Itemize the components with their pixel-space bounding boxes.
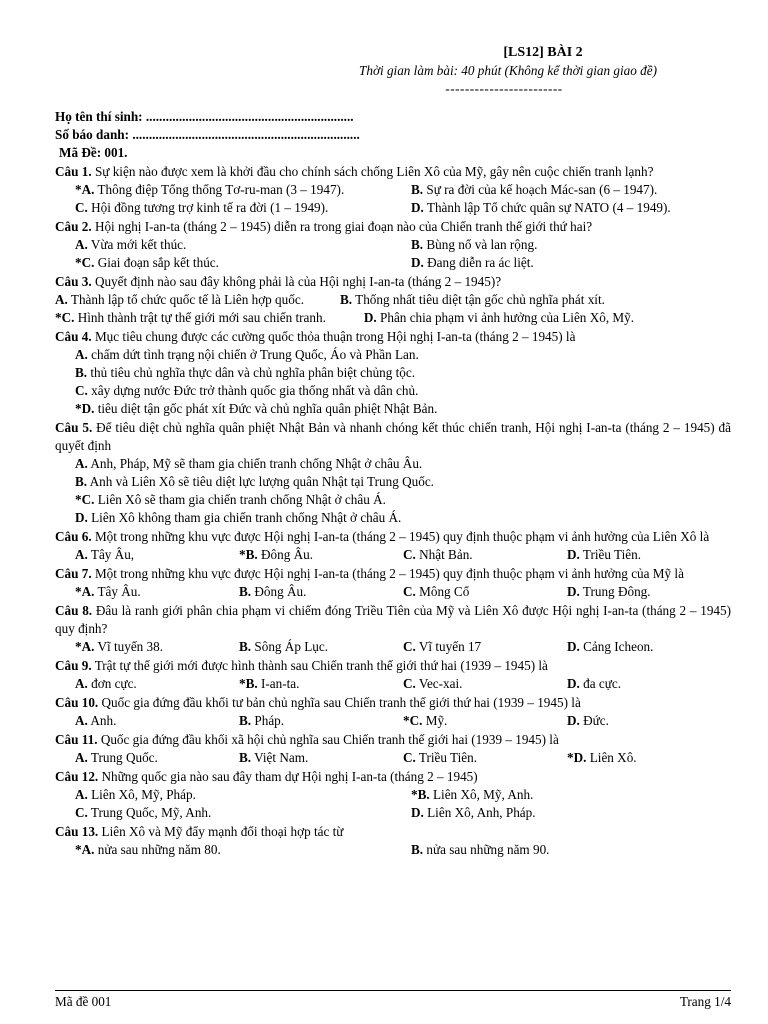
question-stem [55, 823, 731, 841]
option-key: D. [567, 547, 580, 562]
answer-option [567, 583, 731, 601]
answer-option [403, 712, 567, 730]
answer-option [403, 675, 567, 693]
option-key: *A. [75, 584, 95, 599]
option-key: D. [567, 639, 580, 654]
answer-option [75, 181, 403, 199]
option-text: Việt Nam. [251, 750, 309, 765]
question-stem [55, 328, 731, 346]
option-text: Liên Xô không tham gia chiến tranh chống Nhật ở châu Á. [87, 510, 402, 525]
question-label: Câu 13. [55, 824, 99, 839]
question-3 [55, 273, 731, 327]
option-key: B. [411, 182, 424, 197]
question-label: Câu 3. [55, 274, 92, 289]
option-key: *C. [403, 713, 423, 728]
option-key: B. [239, 750, 252, 765]
option-text: Sông Áp Lục. [251, 639, 329, 654]
question-text: Quốc gia đứng đầu khối tư bản chủ nghĩa sau Chiến tranh thế giới thứ hai (1939 – 1945) là [98, 695, 581, 710]
answer-option [75, 346, 731, 364]
answer-option [403, 181, 731, 199]
exam-header [55, 44, 731, 98]
answer-option [239, 546, 403, 564]
answer-option [567, 749, 731, 767]
option-key: *C. [55, 310, 75, 325]
option-key: *B. [239, 676, 258, 691]
option-key: A. [75, 750, 88, 765]
answer-option [75, 473, 731, 491]
answer-option [75, 804, 403, 822]
answer-option [364, 310, 634, 325]
option-key: A. [75, 347, 88, 362]
answer-options [55, 638, 731, 656]
option-text: Vĩ tuyến 17 [415, 639, 482, 654]
option-key: C. [403, 750, 416, 765]
option-key: C. [403, 639, 416, 654]
answer-option [340, 292, 605, 307]
option-text: Vec-xai. [415, 676, 463, 691]
question-text: Mục tiêu chung được các cường quốc thỏa thuận trong Hội nghị I-an-ta (tháng 2 – 1945) là [91, 329, 576, 344]
option-key: A. [75, 547, 88, 562]
option-key: A. [75, 787, 88, 802]
question-8 [55, 602, 731, 656]
option-text: Tây Âu. [94, 584, 141, 599]
option-key: *D. [567, 750, 587, 765]
option-text: Anh và Liên Xô sẽ tiêu diệt lực lượng quân Nhật tại Trung Quốc. [87, 474, 434, 489]
option-key: *B. [239, 547, 258, 562]
option-text: Trung Quốc. [87, 750, 158, 765]
option-text: Triều Tiên. [415, 750, 478, 765]
answer-option [403, 638, 567, 656]
answer-option [75, 712, 239, 730]
answer-option [567, 675, 731, 693]
answer-option [55, 310, 326, 325]
answer-options [55, 236, 731, 272]
option-text: tiêu diệt tận gốc phát xít Đức và chủ nghĩa quân phiệt Nhật Bản. [94, 401, 438, 416]
question-text: Một trong những khu vực được Hội nghị I-an-ta (tháng 2 – 1945) quy định thuộc phạm vi ảnh hưởng của Mỹ là [91, 566, 684, 581]
answer-option [75, 455, 731, 473]
question-4 [55, 328, 731, 418]
question-label: Câu 8. [55, 603, 93, 618]
question-12 [55, 768, 731, 822]
student-id-field: Số báo danh: ..................................................................... [55, 127, 360, 142]
question-stem [55, 565, 731, 583]
option-key: *A. [75, 639, 95, 654]
option-key: C. [403, 584, 416, 599]
option-text: Đức. [579, 713, 609, 728]
answer-option [403, 804, 731, 822]
answer-option [403, 749, 567, 767]
option-text: chấm dứt tình trạng nội chiến ở Trung Quốc, Áo và Phần Lan. [87, 347, 419, 362]
option-text: Liên Xô, Anh, Pháp. [423, 805, 536, 820]
answer-option [403, 786, 731, 804]
question-label: Câu 6. [55, 529, 92, 544]
answer-options [55, 712, 731, 730]
option-text: nửa sau những năm 80. [94, 842, 221, 857]
option-text: Đang diễn ra ác liệt. [423, 255, 534, 270]
answer-option [75, 546, 239, 564]
answer-option [75, 364, 731, 382]
question-text: Một trong những khu vực được Hội nghị I-an-ta (tháng 2 – 1945) quy định thuộc phạm vi ảnh hưởng của Liên Xô là [91, 529, 710, 544]
question-stem [55, 163, 731, 181]
question-stem [55, 419, 731, 455]
answer-option [75, 583, 239, 601]
answer-option [567, 546, 731, 564]
option-key: B. [75, 474, 88, 489]
answer-option [567, 712, 731, 730]
option-text: đa cực. [579, 676, 622, 691]
question-label: Câu 7. [55, 566, 92, 581]
question-10 [55, 694, 731, 730]
question-text: Sự kiện nào được xem là khởi đầu cho chính sách chống Liên Xô của Mỹ, gây nên cuộc chiến tranh lạnh? [91, 164, 654, 179]
option-text: Tây Âu, [87, 547, 135, 562]
option-text: Bùng nổ và lan rộng. [423, 237, 538, 252]
header-rule: ------------------------ [445, 81, 563, 96]
option-key: A. [75, 676, 88, 691]
option-text: Mỹ. [422, 713, 448, 728]
option-key: D. [411, 255, 424, 270]
question-stem [55, 768, 731, 786]
answer-option [75, 841, 403, 859]
question-text: Quốc gia đứng đầu khối xã hội chủ nghĩa sau Chiến tranh thế giới hai (1939 – 1945) là [97, 732, 559, 747]
answer-option [403, 254, 731, 272]
question-stem [55, 273, 731, 291]
question-7 [55, 565, 731, 601]
student-info [55, 108, 731, 162]
answer-option [75, 199, 403, 217]
option-text: đơn cực. [87, 676, 137, 691]
answer-option [403, 841, 731, 859]
option-text: Vĩ tuyến 38. [94, 639, 164, 654]
option-text: Hội đồng tương trợ kinh tế ra đời (1 – 1949). [87, 200, 329, 215]
question-list [55, 163, 731, 859]
answer-option [55, 292, 304, 307]
option-key: C. [403, 547, 416, 562]
question-1 [55, 163, 731, 217]
answer-options [55, 346, 731, 418]
option-key: *C. [75, 492, 95, 507]
question-5 [55, 419, 731, 527]
question-stem [55, 657, 731, 675]
option-key: *D. [75, 401, 95, 416]
question-label: Câu 2. [55, 219, 92, 234]
answer-option [75, 675, 239, 693]
option-row [35, 291, 731, 309]
question-text: Hội nghị I-an-ta (tháng 2 – 1945) diễn ra trong giai đoạn nào của Chiến tranh thế giới thứ hai? [91, 219, 593, 234]
option-key: D. [411, 200, 424, 215]
exam-title: [LS12] BÀI 2 [503, 45, 583, 60]
option-text: Trung Quốc, Mỹ, Anh. [87, 805, 212, 820]
question-text: Trật tự thế giới mới được hình thành sau Chiến tranh thế giới thứ hai (1939 – 1945) là [91, 658, 548, 673]
option-text: nửa sau những năm 90. [423, 842, 550, 857]
option-key: B. [239, 584, 252, 599]
question-stem [55, 731, 731, 749]
question-label: Câu 4. [55, 329, 92, 344]
answer-option [75, 509, 731, 527]
option-key: B. [411, 237, 424, 252]
answer-option [403, 236, 731, 254]
option-key: A. [75, 713, 88, 728]
option-text: Thành lập Tổ chức quân sự NATO (4 – 1949). [423, 200, 671, 215]
option-key: B. [239, 639, 252, 654]
answer-option [239, 638, 403, 656]
option-key: A. [75, 456, 88, 471]
option-text: Hình thành trật tự thế giới mới sau chiến tranh. [74, 310, 326, 325]
question-stem [55, 528, 731, 546]
answer-options [55, 786, 731, 822]
answer-option [239, 675, 403, 693]
question-label: Câu 9. [55, 658, 92, 673]
option-text: xây dựng nước Đức trở thành quốc gia thống nhất và dân chủ. [87, 383, 419, 398]
option-key: B. [411, 842, 424, 857]
option-text: Đông Âu. [257, 547, 314, 562]
option-text: Mông Cổ [415, 584, 470, 599]
question-stem [55, 218, 731, 236]
option-key: D. [75, 510, 88, 525]
option-key: B. [340, 292, 353, 307]
option-key: A. [55, 292, 68, 307]
option-key: *A. [75, 842, 95, 857]
answer-option [239, 583, 403, 601]
option-text: Nhật Bản. [415, 547, 473, 562]
option-key: C. [403, 676, 416, 691]
option-text: Sự ra đời của kế hoạch Mác-san (6 – 1947). [423, 182, 658, 197]
answer-option [239, 712, 403, 730]
student-name-field: Họ tên thí sinh: ............................................................... [55, 109, 354, 124]
answer-option [567, 638, 731, 656]
option-text: Đông Âu. [251, 584, 307, 599]
answer-option [75, 638, 239, 656]
question-label: Câu 5. [55, 420, 93, 435]
answer-options [55, 841, 731, 859]
option-text: Anh. [87, 713, 117, 728]
option-key: C. [75, 805, 88, 820]
exam-time: Thời gian làm bài: 40 phút (Không kể thời gian giao đề) [359, 63, 657, 78]
option-text: Phân chia phạm vi ảnh hưởng của Liên Xô, Mỹ. [376, 310, 635, 325]
footer-exam-code: Mã đề 001 [55, 994, 112, 1009]
answer-options [55, 583, 731, 601]
option-key: D. [411, 805, 424, 820]
question-text: Những quốc gia nào sau đây tham dự Hội nghị I-an-ta (tháng 2 – 1945) [98, 769, 478, 784]
option-key: D. [567, 676, 580, 691]
option-key: D. [567, 713, 580, 728]
option-text: I-an-ta. [257, 676, 300, 691]
option-key: *A. [75, 182, 95, 197]
footer-page-number: Trang 1/4 [679, 994, 731, 1009]
answer-option [75, 749, 239, 767]
option-key: *B. [411, 787, 430, 802]
exam-code: Mã Đề: 001. [59, 145, 128, 160]
option-key: B. [75, 365, 88, 380]
option-key: C. [75, 200, 88, 215]
option-text: Trung Đông. [579, 584, 651, 599]
option-text: thủ tiêu chủ nghĩa thực dân và chủ nghĩa phân biệt chủng tộc. [87, 365, 416, 380]
option-text: Giai đoạn sắp kết thúc. [94, 255, 219, 270]
option-key: C. [75, 383, 88, 398]
option-text: Liên Xô. [586, 750, 637, 765]
option-key: D. [567, 584, 580, 599]
answer-options [55, 749, 731, 767]
option-text: Thông điệp Tổng thống Tơ-ru-man (3 – 1947). [94, 182, 345, 197]
answer-option [403, 199, 731, 217]
answer-option [403, 583, 567, 601]
option-text: Thống nhất tiêu diệt tận gốc chủ nghĩa phát xít. [352, 292, 605, 307]
question-text: Để tiêu diệt chủ nghĩa quân phiệt Nhật Bản và nhanh chóng kết thúc chiến tranh, Hội nghị I-an-ta (tháng 2 – 1945) đã quyết định [55, 420, 732, 453]
option-text: Cảng Icheon. [579, 639, 654, 654]
option-key: A. [75, 237, 88, 252]
option-text: Vừa mới kết thúc. [87, 237, 187, 252]
option-text: Triều Tiên. [579, 547, 642, 562]
option-text: Liên Xô, Mỹ, Pháp. [87, 787, 196, 802]
answer-option [75, 254, 403, 272]
question-label: Câu 1. [55, 164, 92, 179]
answer-option [75, 236, 403, 254]
question-2 [55, 218, 731, 272]
question-13 [55, 823, 731, 859]
option-key: D. [363, 310, 377, 325]
answer-options [55, 181, 731, 217]
option-text: Anh, Pháp, Mỹ sẽ tham gia chiến tranh chống Nhật ở châu Âu. [87, 456, 423, 471]
question-text: Quyết định nào sau đây không phải là của Hội nghị I-an-ta (tháng 2 – 1945)? [91, 274, 502, 289]
question-label: Câu 12. [55, 769, 99, 784]
option-text: Pháp. [251, 713, 285, 728]
question-text: Liên Xô và Mỹ đẩy mạnh đối thoại hợp tác từ [98, 824, 344, 839]
answer-option [75, 400, 731, 418]
option-key: *C. [75, 255, 95, 270]
answer-options [55, 546, 731, 564]
option-text: Liên Xô sẽ tham gia chiến tranh chống Nhật ở châu Á. [94, 492, 386, 507]
question-11 [55, 731, 731, 767]
answer-option [75, 382, 731, 400]
option-key: B. [239, 713, 252, 728]
answer-option [75, 786, 403, 804]
option-text: Liên Xô, Mỹ, Anh. [429, 787, 534, 802]
question-stem [55, 602, 731, 638]
page-footer [55, 990, 731, 1011]
answer-options [55, 675, 731, 693]
answer-option [403, 546, 567, 564]
answer-option [75, 491, 731, 509]
question-9 [55, 657, 731, 693]
answer-options [55, 455, 731, 527]
question-label: Câu 11. [55, 732, 98, 747]
option-text: Thành lập tổ chức quốc tế là Liên hợp quốc. [67, 292, 304, 307]
answer-option [239, 749, 403, 767]
question-6 [55, 528, 731, 564]
question-stem [55, 694, 731, 712]
option-row [35, 309, 731, 327]
question-text: Đâu là ranh giới phân chia phạm vi chiếm đóng Triều Tiên của Mỹ và Liên Xô được Hội nghị I-an-ta (tháng 2 – 1945) quy định? [55, 603, 731, 636]
question-label: Câu 10. [55, 695, 99, 710]
exam-page [55, 44, 731, 859]
